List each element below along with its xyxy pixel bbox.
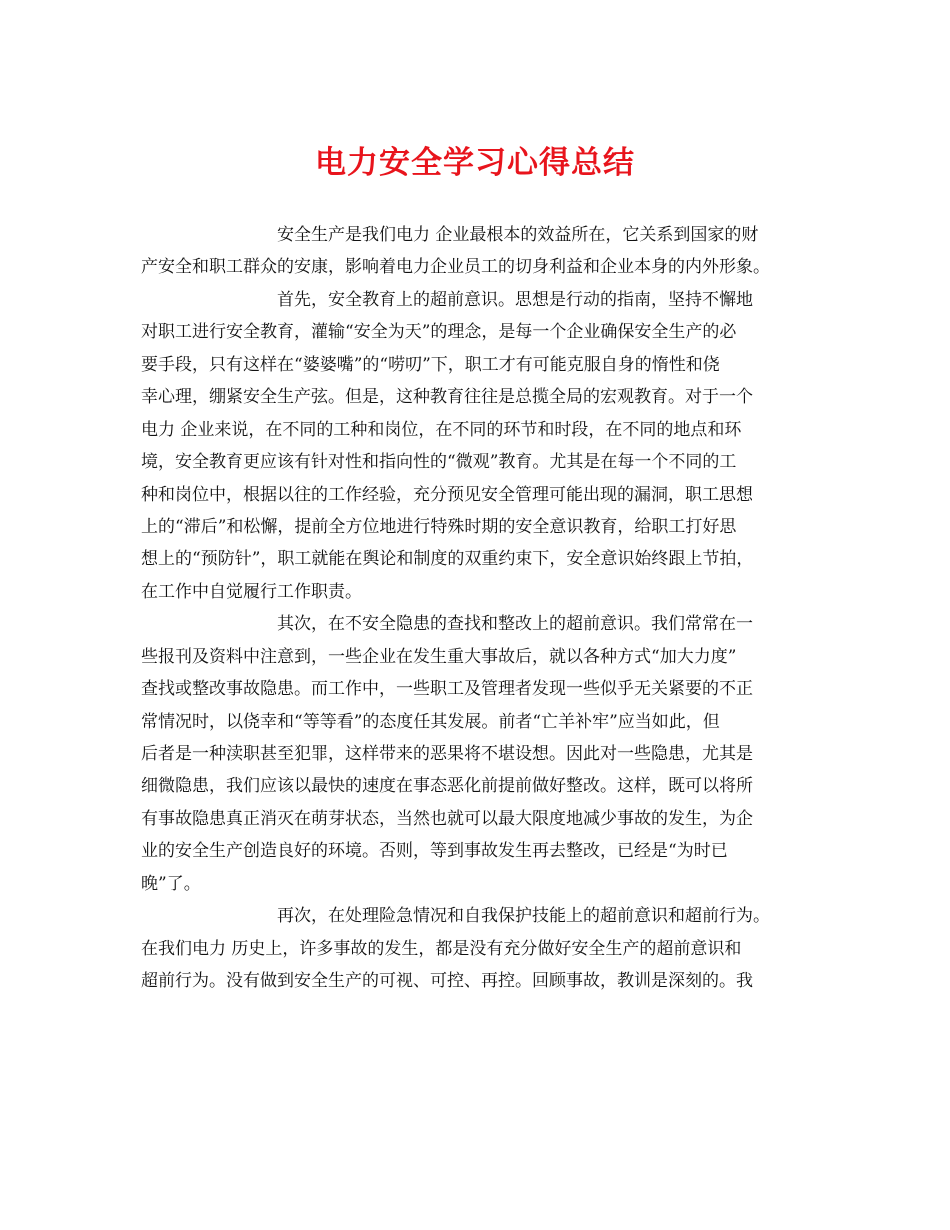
document-title: 电力安全学习心得总结 [315, 145, 635, 181]
text-line: 查找或整改事故隐患。而工作中，一些职工及管理者发现一些似乎无关紧要的不正 [141, 679, 753, 700]
text-line: 业的安全生产创造良好的环境。否则，等到事故发生再去整改，已经是“为时已 [141, 841, 728, 862]
text-line: 些报刊及资料中注意到，一些企业在发生重大事故后，就以各种方式“加大力度” [141, 646, 737, 667]
text-line: 幸心理，绷紧安全生产弦。但是，这种教育往往是总揽全局的宏观教育。对于一个 [141, 387, 753, 408]
text-line: 种和岗位中，根据以往的工作经验，充分预见安全管理可能出现的漏洞，职工思想 [141, 484, 753, 505]
text-line: 在我们电力 历史上，许多事故的发生，都是没有充分做好安全生产的超前意识和 [141, 938, 742, 959]
document-body [141, 219, 821, 998]
text-line: 再次，在处理险急情况和自我保护技能上的超前意识和超前行为。 [277, 906, 770, 927]
text-line: 上的“滞后”和松懈，提前全方位地进行特殊时期的安全意识教育，给职工打好思 [141, 516, 737, 537]
text-line: 其次，在不安全隐患的查找和整改上的超前意识。我们常常在一 [277, 614, 753, 635]
text-line: 细微隐患，我们应该以最快的速度在事态恶化前提前做好整改。这样，既可以将所 [141, 776, 753, 797]
text-line: 晚”了。 [141, 873, 201, 894]
text-line: 境，安全教育更应该有针对性和指向性的“微观”教育。尤其是在每一个不同的工 [141, 452, 737, 473]
text-line: 首先，安全教育上的超前意识。思想是行动的指南，坚持不懈地 [277, 289, 753, 310]
text-line: 电力 企业来说，在不同的工种和岗位，在不同的环节和时段，在不同的地点和环 [141, 419, 742, 440]
text-line: 常情况时，以侥幸和“等等看”的态度任其发展。前者“亡羊补牢”应当如此，但 [141, 711, 720, 732]
text-line: 有事故隐患真正消灭在萌芽状态，当然也就可以最大限度地减少事故的发生，为企 [141, 808, 753, 829]
text-line: 后者是一种渎职甚至犯罪，这样带来的恶果将不堪设想。因此对一些隐患，尤其是 [141, 744, 753, 764]
text-line: 想上的“预防针”，职工就能在舆论和制度的双重约束下，安全意识始终跟上节拍， [141, 549, 754, 570]
text-line: 超前行为。没有做到安全生产的可视、可控、再控。回顾事故，教训是深刻的。我 [141, 971, 753, 992]
text-line: 要手段，只有这样在“婆婆嘴”的“唠叨”下，职工才有可能克服自身的惰性和侥 [141, 354, 720, 375]
text-line: 安全生产是我们电力 企业最根本的效益所在，它关系到国家的财 [277, 225, 759, 245]
text-line: 对职工进行安全教育，灌输“安全为天”的理念，是每一个企业确保安全生产的必 [141, 322, 737, 343]
text-line: 产安全和职工群众的安康，影响着电力企业员工的切身利益和企业本身的内外形象。 [141, 257, 770, 278]
text-line: 在工作中自觉履行工作职责。 [141, 581, 362, 602]
